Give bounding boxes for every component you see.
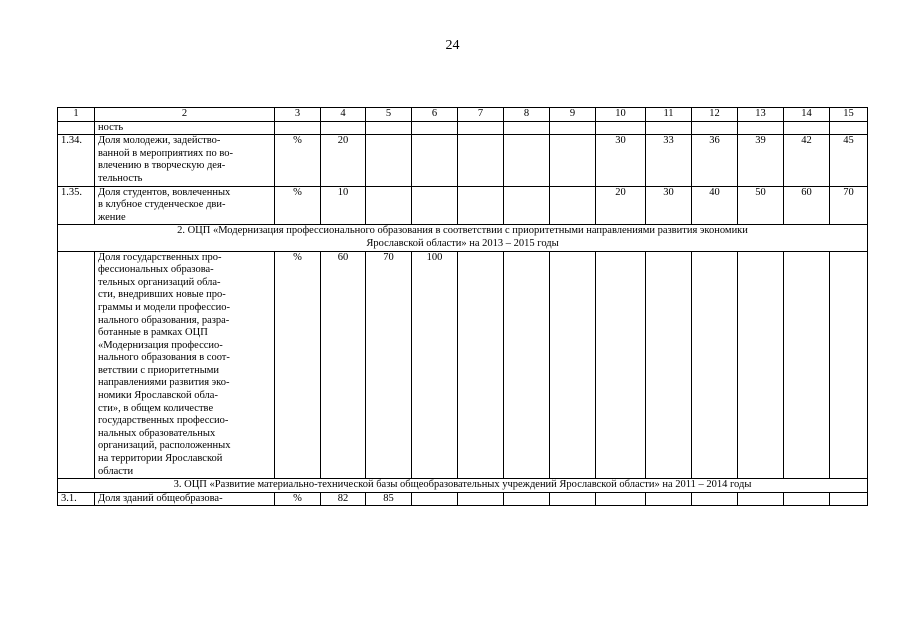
row-number: 1.35. xyxy=(58,186,95,225)
indicator-name: Доля зданий общеобразова- xyxy=(95,492,275,506)
value-cell xyxy=(504,492,550,506)
table-row xyxy=(58,492,868,506)
column-number-header: 10 xyxy=(596,108,646,122)
unit-cell xyxy=(275,121,321,135)
value-cell xyxy=(596,121,646,135)
value-cell: 82 xyxy=(321,492,366,506)
value-cell: 30 xyxy=(646,186,692,225)
value-cell xyxy=(646,492,692,506)
value-cell xyxy=(504,251,550,479)
indicator-name: Доля студентов, вовлеченных в клубное студенческое дви- жение xyxy=(95,186,275,225)
page-number: 24 xyxy=(445,38,460,53)
column-number-header: 15 xyxy=(830,108,868,122)
value-cell xyxy=(550,492,596,506)
table-row xyxy=(58,121,868,135)
value-cell xyxy=(504,186,550,225)
table-row xyxy=(58,135,868,186)
column-number-header: 6 xyxy=(412,108,458,122)
value-cell: 30 xyxy=(596,135,646,186)
value-cell xyxy=(412,186,458,225)
value-cell: 45 xyxy=(830,135,868,186)
section-title: 3. ОЦП «Развитие материально-технической базы общеобразовательных учреждений Ярославской области» на 2011 – 2014 годы xyxy=(58,479,868,493)
column-number-header: 8 xyxy=(504,108,550,122)
value-cell: 39 xyxy=(738,135,784,186)
value-cell xyxy=(412,135,458,186)
row-number xyxy=(58,251,95,479)
value-cell xyxy=(596,492,646,506)
header-row xyxy=(58,108,868,122)
indicator-name: ность xyxy=(95,121,275,135)
value-cell xyxy=(458,121,504,135)
value-cell: 40 xyxy=(692,186,738,225)
value-cell xyxy=(738,492,784,506)
value-cell xyxy=(646,251,692,479)
column-number-header: 11 xyxy=(646,108,692,122)
row-number xyxy=(58,121,95,135)
section-row xyxy=(58,479,868,493)
unit-cell: % xyxy=(275,186,321,225)
value-cell xyxy=(366,121,412,135)
indicator-name: Доля государственных про- фессиональных образова- тельных организаций обла- сти, внедривших новые про- граммы и модели профессио- нального образования, разра- ботанные в рамках ОЦП «Модернизация профессио- нального образования в соот- ветствии с приоритетными направлениями развития эко- номики Ярославской обла- сти», в общем количестве государственных профессио- нальных образовательных организаций, расположенных на территории Ярославской области xyxy=(95,251,275,479)
value-cell xyxy=(504,135,550,186)
value-cell xyxy=(412,121,458,135)
value-cell xyxy=(366,186,412,225)
value-cell xyxy=(784,492,830,506)
value-cell xyxy=(321,121,366,135)
section-row xyxy=(58,225,868,251)
column-number-header: 4 xyxy=(321,108,366,122)
value-cell xyxy=(738,121,784,135)
indicators-table xyxy=(57,107,868,506)
value-cell xyxy=(692,121,738,135)
value-cell xyxy=(550,186,596,225)
value-cell xyxy=(458,135,504,186)
column-number-header: 5 xyxy=(366,108,412,122)
column-number-header: 12 xyxy=(692,108,738,122)
value-cell: 60 xyxy=(321,251,366,479)
column-number-header: 1 xyxy=(58,108,95,122)
value-cell xyxy=(692,251,738,479)
value-cell xyxy=(784,121,830,135)
row-number: 1.34. xyxy=(58,135,95,186)
unit-cell: % xyxy=(275,135,321,186)
column-number-header: 7 xyxy=(458,108,504,122)
column-number-header: 13 xyxy=(738,108,784,122)
value-cell: 70 xyxy=(366,251,412,479)
value-cell: 100 xyxy=(412,251,458,479)
value-cell xyxy=(738,251,784,479)
column-number-header: 3 xyxy=(275,108,321,122)
value-cell: 85 xyxy=(366,492,412,506)
value-cell xyxy=(692,492,738,506)
value-cell xyxy=(550,251,596,479)
value-cell xyxy=(830,251,868,479)
value-cell xyxy=(458,251,504,479)
unit-cell: % xyxy=(275,251,321,479)
value-cell: 50 xyxy=(738,186,784,225)
value-cell: 20 xyxy=(321,135,366,186)
column-number-header: 2 xyxy=(95,108,275,122)
value-cell: 36 xyxy=(692,135,738,186)
indicator-name: Доля молодежи, задейство- ванной в мероприятиях по во- влечению в творческую дея- тельность xyxy=(95,135,275,186)
column-number-header: 14 xyxy=(784,108,830,122)
table-body xyxy=(58,108,868,506)
column-number-header: 9 xyxy=(550,108,596,122)
value-cell xyxy=(830,492,868,506)
value-cell: 60 xyxy=(784,186,830,225)
value-cell xyxy=(550,121,596,135)
value-cell xyxy=(366,135,412,186)
value-cell xyxy=(458,492,504,506)
section-title: 2. ОЦП «Модернизация профессионального образования в соответствии с приоритетными направлениями развития экономики Ярославской области» на 2013 – 2015 годы xyxy=(58,225,868,251)
value-cell xyxy=(596,251,646,479)
value-cell: 20 xyxy=(596,186,646,225)
value-cell xyxy=(784,251,830,479)
value-cell: 10 xyxy=(321,186,366,225)
value-cell: 33 xyxy=(646,135,692,186)
table-row xyxy=(58,251,868,479)
unit-cell: % xyxy=(275,492,321,506)
value-cell: 42 xyxy=(784,135,830,186)
value-cell xyxy=(646,121,692,135)
row-number: 3.1. xyxy=(58,492,95,506)
value-cell xyxy=(412,492,458,506)
table-row xyxy=(58,186,868,225)
value-cell: 70 xyxy=(830,186,868,225)
value-cell xyxy=(458,186,504,225)
value-cell xyxy=(504,121,550,135)
value-cell xyxy=(550,135,596,186)
value-cell xyxy=(830,121,868,135)
